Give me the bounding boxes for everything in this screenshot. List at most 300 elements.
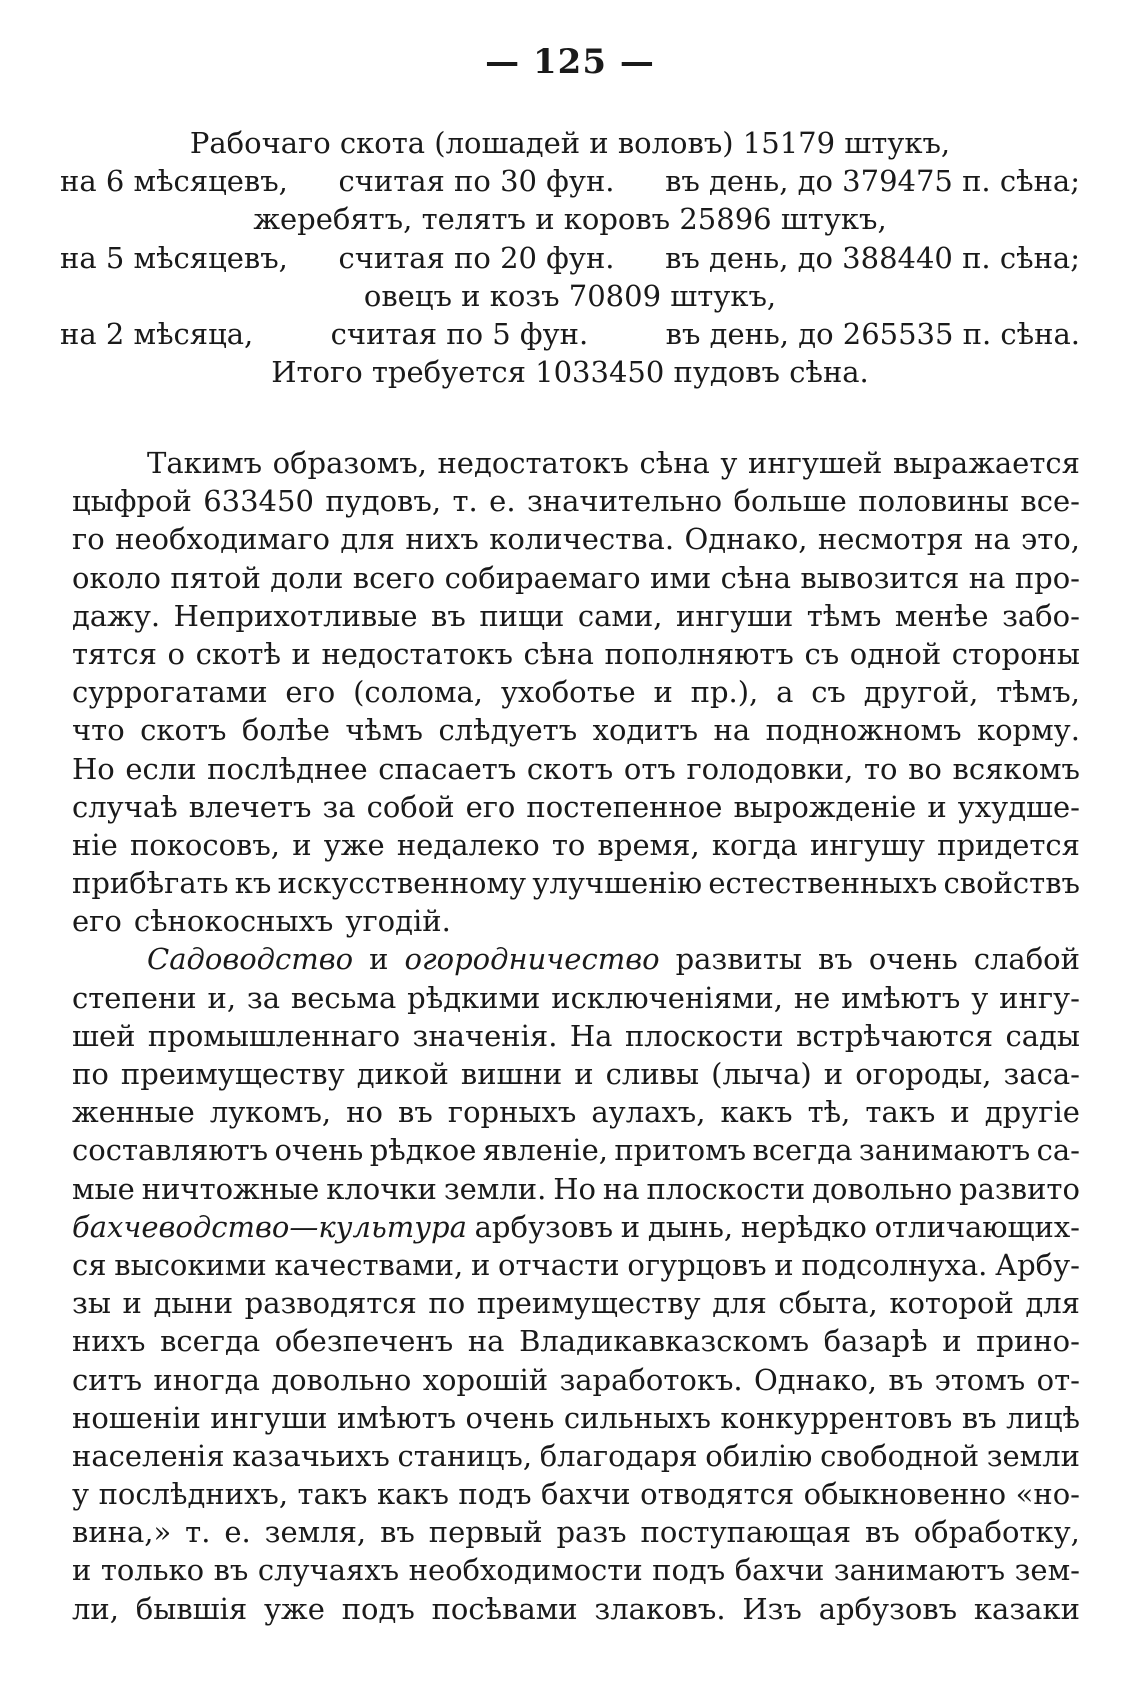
word: Но xyxy=(553,1171,596,1206)
word: обыкновенно xyxy=(803,1477,1007,1512)
word: не xyxy=(793,980,831,1015)
paragraph-2-line xyxy=(72,1590,1080,1628)
word: сбыта, xyxy=(778,1286,878,1321)
word: подножномъ xyxy=(765,713,962,748)
word: подъ xyxy=(341,1591,415,1626)
word: значительно xyxy=(526,484,723,519)
word: очень xyxy=(868,942,958,977)
word: всякомъ xyxy=(952,751,1080,786)
word: но xyxy=(346,1095,383,1130)
word: составляютъ xyxy=(72,1133,269,1168)
word: ніе xyxy=(72,827,118,862)
word: казачьихъ xyxy=(232,1438,390,1473)
word: его xyxy=(72,904,122,939)
word: стороны xyxy=(951,636,1080,671)
word: свойствъ xyxy=(943,866,1080,901)
paragraph-2-line xyxy=(72,1017,1080,1055)
word: обезпеченъ xyxy=(274,1324,454,1359)
word: т. xyxy=(452,484,478,519)
table-cell: въ день, до 265535 п. сѣна. xyxy=(665,316,1080,351)
word: вырожденіе xyxy=(733,789,917,824)
page-number: — 125 — xyxy=(485,42,655,82)
word: придется xyxy=(937,827,1080,862)
word: у xyxy=(971,980,989,1015)
word: въ xyxy=(818,942,853,977)
paragraph-2-line xyxy=(72,1399,1080,1437)
word: поступающая xyxy=(640,1515,852,1550)
word: На xyxy=(569,1018,613,1053)
word: и xyxy=(950,1095,970,1130)
word: лицѣ xyxy=(1006,1400,1080,1435)
word: земля, xyxy=(264,1515,367,1550)
word: и xyxy=(927,789,947,824)
word: послѣднихъ, xyxy=(98,1477,289,1512)
paragraph-2-line xyxy=(72,979,1080,1017)
paragraph-2-line xyxy=(72,940,1080,978)
word: обилію xyxy=(705,1438,813,1473)
paragraph-2-line xyxy=(72,1093,1080,1131)
word: и xyxy=(292,827,312,862)
word: Однако, xyxy=(684,522,808,557)
word: огурцовъ xyxy=(627,1247,767,1282)
word: на xyxy=(968,560,1006,595)
word: случаѣ xyxy=(72,789,178,824)
word: уже xyxy=(263,1591,325,1626)
word: посѣвами xyxy=(431,1591,578,1626)
word: за xyxy=(322,789,356,824)
word: подъ xyxy=(652,1553,726,1588)
paragraph-1-line xyxy=(72,826,1080,864)
word: пополняютъ xyxy=(604,636,794,671)
word: ничтожные xyxy=(141,1171,320,1206)
paragraph-1-line xyxy=(72,864,1080,902)
word: 633450 xyxy=(203,484,314,519)
word: для xyxy=(340,522,395,557)
word: скотѣ xyxy=(195,636,281,671)
paragraph-2-line xyxy=(72,1246,1080,1284)
word: доли xyxy=(270,560,344,595)
word: тѣ, xyxy=(807,1095,851,1130)
word: шей xyxy=(72,1018,136,1053)
word: качествами, xyxy=(274,1247,464,1282)
word: то xyxy=(863,751,898,786)
word: съ xyxy=(811,675,846,710)
word: довольно xyxy=(271,1362,412,1397)
word: то xyxy=(551,827,586,862)
word: необходимаго xyxy=(115,522,330,557)
word: исключеніями, xyxy=(551,980,783,1015)
word: притомъ xyxy=(614,1133,747,1168)
word: ли, xyxy=(72,1591,119,1626)
word: если xyxy=(125,751,197,786)
word: слабой xyxy=(973,942,1080,977)
word: количества. xyxy=(489,522,675,557)
word: голодовки, xyxy=(686,751,854,786)
word: влечетъ xyxy=(188,789,312,824)
word: отличающих- xyxy=(874,1209,1080,1244)
word: недостатокъ xyxy=(321,636,513,671)
word: его xyxy=(285,675,336,710)
word: такъ xyxy=(865,1095,936,1130)
word: бывшія xyxy=(135,1591,248,1626)
word: разводятся xyxy=(244,1286,417,1321)
word: (солома, xyxy=(353,675,484,710)
word: развиты xyxy=(675,942,803,977)
table-calc-line xyxy=(60,315,1080,353)
word: лукомъ, xyxy=(209,1095,332,1130)
paragraph-2-line xyxy=(72,1055,1080,1093)
word: въ xyxy=(380,1515,415,1550)
word: случаяхъ xyxy=(257,1553,400,1588)
word: пудовъ, xyxy=(325,484,442,519)
word: имѣютъ xyxy=(841,980,961,1015)
word: ухоботье xyxy=(500,675,636,710)
word: улучшенію xyxy=(532,866,703,901)
word: менѣе xyxy=(894,598,989,633)
word: про- xyxy=(1014,560,1080,595)
word: и xyxy=(942,1324,962,1359)
paragraph-2-line xyxy=(72,1322,1080,1360)
word: ингу- xyxy=(999,980,1080,1015)
word: угодій. xyxy=(345,904,451,939)
word: во xyxy=(908,751,942,786)
word: занимаютъ xyxy=(858,1133,1031,1168)
word: степени xyxy=(72,980,197,1015)
word: е. xyxy=(489,484,516,519)
word: и xyxy=(72,1553,92,1588)
word: бахчеводство—культура xyxy=(72,1209,467,1244)
word: половины xyxy=(858,484,1009,519)
word: въ xyxy=(398,1095,433,1130)
word: дыни xyxy=(153,1286,234,1321)
word: весьма xyxy=(290,980,397,1015)
word: рѣдкое xyxy=(369,1133,477,1168)
word: постепенное xyxy=(526,789,723,824)
table-cell: въ день, до 379475 п. сѣна; xyxy=(665,164,1080,199)
word: такъ xyxy=(297,1477,368,1512)
table-summary-line: Рабочаго скота (лошадей и воловъ) 15179 штукъ, xyxy=(189,126,951,160)
word: вишни xyxy=(460,1057,563,1091)
word: тятся xyxy=(72,636,157,671)
word: слѣдуетъ xyxy=(438,713,578,748)
word: сѣнокосныхъ xyxy=(133,904,334,939)
word: это, xyxy=(1021,522,1080,557)
word: Неприхотливые xyxy=(173,598,418,633)
word: и xyxy=(823,1057,844,1091)
word: мые xyxy=(72,1171,135,1206)
paragraph-1-line xyxy=(72,902,1080,940)
word: огороды, xyxy=(855,1057,992,1091)
word: у xyxy=(720,446,738,480)
word: которой xyxy=(889,1286,1014,1321)
word: дикой xyxy=(356,1057,449,1091)
word: ингуши xyxy=(210,1400,328,1435)
word: на xyxy=(713,713,751,748)
word: забо- xyxy=(1002,598,1080,633)
paragraph-2-line xyxy=(72,1475,1080,1513)
word: сады xyxy=(1005,1018,1080,1053)
paragraph-1-line xyxy=(72,750,1080,788)
paragraph-2-line xyxy=(72,1208,1080,1246)
word: покосовъ, xyxy=(129,827,281,862)
word: и, xyxy=(207,980,237,1015)
word: съ xyxy=(804,636,840,671)
word: сѣна xyxy=(720,560,791,595)
word: одной xyxy=(849,636,942,671)
word: нихъ xyxy=(72,1324,146,1359)
word: конкуррентовъ xyxy=(720,1400,953,1435)
word: Однако, xyxy=(753,1362,878,1397)
word: его xyxy=(465,789,516,824)
word: отчасти xyxy=(498,1247,620,1282)
word: Но xyxy=(72,751,115,786)
word: занимаютъ xyxy=(833,1553,1006,1588)
word: встрѣчаются xyxy=(796,1018,994,1053)
word: по xyxy=(428,1286,466,1321)
word: цыфрой xyxy=(72,484,192,519)
word: промышленнаго xyxy=(147,1018,401,1053)
word: за xyxy=(246,980,281,1015)
paragraph-1-line xyxy=(72,559,1080,597)
word: населенія xyxy=(72,1438,225,1473)
paragraph-1-line xyxy=(72,482,1080,520)
word: всегда xyxy=(752,1133,853,1168)
word: больше xyxy=(733,484,847,519)
word: около xyxy=(72,560,161,595)
paragraph-1-line xyxy=(72,711,1080,749)
word: всегда xyxy=(160,1324,261,1359)
word: ся xyxy=(72,1247,107,1282)
word: въ xyxy=(431,598,466,633)
word: рѣдкими xyxy=(407,980,541,1015)
word: время, xyxy=(597,827,700,862)
paragraph-2-line xyxy=(72,1551,1080,1589)
word: ношеніи xyxy=(72,1400,201,1435)
word: другой, xyxy=(863,675,979,710)
word: земли xyxy=(986,1438,1080,1473)
paragraph-2-line xyxy=(72,1361,1080,1399)
word: го xyxy=(72,522,105,557)
word: когда xyxy=(711,827,798,862)
word: пятой xyxy=(170,560,261,595)
table-cell: считая по 30 фун. xyxy=(338,164,615,199)
word: и xyxy=(620,1209,641,1244)
word: для xyxy=(1025,1286,1080,1321)
word: несмотря xyxy=(817,522,964,557)
word: прино- xyxy=(976,1324,1080,1359)
paragraph-1-line xyxy=(72,444,1080,482)
word: са- xyxy=(1036,1133,1080,1168)
word: какъ xyxy=(376,1477,449,1512)
word: необходимости xyxy=(408,1553,643,1588)
word: зы xyxy=(72,1286,111,1321)
word: вина,» xyxy=(72,1515,172,1550)
word: недалеко xyxy=(396,827,540,862)
table-cell: считая по 5 фун. xyxy=(330,316,589,351)
word: земли. xyxy=(443,1171,547,1206)
table-cell: на 2 мѣсяца, xyxy=(60,316,254,351)
table-cell: на 6 мѣсяцевъ, xyxy=(60,164,288,199)
word: ухудше- xyxy=(957,789,1080,824)
word: подсолнуха. xyxy=(801,1247,988,1282)
word: сѣна xyxy=(639,446,710,480)
word: и xyxy=(369,942,389,977)
word: Изъ xyxy=(742,1591,802,1626)
word: хорошій xyxy=(422,1362,549,1397)
word: женные xyxy=(72,1095,195,1130)
word: преимуществу xyxy=(476,1286,701,1321)
word: по xyxy=(72,1057,109,1091)
word: клочки xyxy=(326,1171,437,1206)
word: ингуши xyxy=(676,598,794,633)
word: Арбу- xyxy=(995,1247,1080,1282)
word: т. xyxy=(185,1515,211,1550)
table-cell: на 5 мѣсяцевъ, xyxy=(60,240,288,275)
word: недостатокъ xyxy=(437,446,629,480)
word: что xyxy=(72,713,125,748)
word: уже xyxy=(323,827,385,862)
table-summary-line: овецъ и козъ 70809 штукъ, xyxy=(363,278,777,313)
word: сильныхъ xyxy=(563,1400,711,1435)
word: суррогатами xyxy=(72,675,268,710)
word: тѣмъ xyxy=(806,598,882,633)
word: очень xyxy=(465,1400,555,1435)
table-cell: считая по 20 фун. xyxy=(338,240,615,275)
word: довольно xyxy=(812,1171,953,1206)
word: очень xyxy=(274,1133,364,1168)
paragraph-2-line xyxy=(72,1437,1080,1475)
word: сами, xyxy=(577,598,663,633)
word: обработку, xyxy=(913,1515,1080,1550)
word: разъ xyxy=(556,1515,627,1550)
word: вывозится xyxy=(800,560,960,595)
word: болѣе xyxy=(241,713,330,748)
word: огородничество xyxy=(404,942,660,977)
word: въ xyxy=(865,1515,900,1550)
table-calc-line xyxy=(60,162,1080,200)
word: и xyxy=(470,1247,491,1282)
word: только xyxy=(100,1553,205,1588)
table-cell: въ день, до 388440 п. сѣна; xyxy=(665,240,1080,275)
word: въ xyxy=(961,1400,997,1435)
word: и xyxy=(574,1057,594,1091)
word: дажу. xyxy=(72,598,161,633)
word: и xyxy=(653,675,673,710)
word: ингушей xyxy=(748,446,883,480)
table-calc-line xyxy=(60,239,1080,277)
word: е. xyxy=(224,1515,251,1550)
paragraph-2-line xyxy=(72,1513,1080,1551)
word: подъ xyxy=(458,1477,532,1512)
paragraph-1-line xyxy=(72,597,1080,635)
word: естественныхъ xyxy=(708,866,938,901)
word: сѣна xyxy=(523,636,594,671)
word: нихъ xyxy=(405,522,479,557)
word: послѣднее xyxy=(207,751,368,786)
word: свободной xyxy=(820,1438,980,1473)
word: плоскости xyxy=(624,1018,784,1053)
word: арбузовъ xyxy=(818,1591,958,1626)
word: (лыча) xyxy=(711,1057,812,1091)
word: спасаетъ xyxy=(378,751,517,786)
word: заса- xyxy=(1003,1057,1080,1091)
word: въ xyxy=(888,1362,924,1397)
word: на xyxy=(973,522,1011,557)
word: сливы xyxy=(605,1057,700,1091)
word: станицъ, xyxy=(397,1438,533,1473)
word: на xyxy=(467,1324,505,1359)
word: искусственному xyxy=(277,866,527,901)
word: къ xyxy=(234,866,272,901)
word: имѣютъ xyxy=(336,1400,457,1435)
word: для xyxy=(712,1286,767,1321)
word: первый xyxy=(428,1515,543,1550)
word: другіе xyxy=(984,1095,1080,1130)
word: образомъ, xyxy=(272,446,427,480)
word: бахчи xyxy=(541,1477,631,1512)
word: высокими xyxy=(114,1247,267,1282)
word: всего xyxy=(352,560,436,595)
word: на xyxy=(602,1171,640,1206)
word: ходитъ xyxy=(592,713,699,748)
word: арбузовъ xyxy=(474,1209,614,1244)
word: въ xyxy=(213,1553,249,1588)
word: от- xyxy=(1036,1362,1080,1397)
paragraph-1-line xyxy=(72,673,1080,711)
word: какъ xyxy=(720,1095,793,1130)
word: у xyxy=(72,1477,90,1512)
word: собой xyxy=(366,789,455,824)
word: дынь, xyxy=(647,1209,734,1244)
body-text xyxy=(72,444,1080,1628)
word: злаковъ. xyxy=(594,1591,726,1626)
word: пищи xyxy=(479,598,565,633)
word: иногда xyxy=(153,1362,260,1397)
word: благодаря xyxy=(539,1438,698,1473)
paragraph-1-line xyxy=(72,520,1080,558)
word: ими xyxy=(650,560,712,595)
word: Такимъ xyxy=(147,446,263,480)
word: прибѣгать xyxy=(72,866,229,901)
word: явленіе, xyxy=(482,1133,608,1168)
paragraph-1-line xyxy=(72,635,1080,673)
word: все- xyxy=(1020,484,1080,519)
word: Садоводство xyxy=(147,942,354,977)
word: тѣмъ, xyxy=(996,675,1080,710)
word: бахчи xyxy=(734,1553,825,1588)
paragraph-1-line xyxy=(72,788,1080,826)
word: зем- xyxy=(1014,1553,1080,1588)
word: ситъ xyxy=(72,1362,143,1397)
word: о xyxy=(167,636,185,671)
word: собираемаго xyxy=(444,560,641,595)
word: чѣмъ xyxy=(345,713,423,748)
word: этомъ xyxy=(934,1362,1026,1397)
word: ингушу xyxy=(809,827,925,862)
word: и xyxy=(291,636,311,671)
word: пр.), xyxy=(690,675,759,710)
word: значенія. xyxy=(412,1018,558,1053)
livestock-hay-table xyxy=(60,124,1080,391)
word: Владикавказскомъ xyxy=(519,1324,810,1359)
word: казаки xyxy=(973,1591,1080,1626)
word: горныхъ xyxy=(447,1095,577,1130)
word: и xyxy=(774,1247,794,1282)
word: плоскости xyxy=(646,1171,806,1206)
word: корму. xyxy=(976,713,1080,748)
word: отводятся xyxy=(640,1477,795,1512)
word: скотъ xyxy=(140,713,227,748)
